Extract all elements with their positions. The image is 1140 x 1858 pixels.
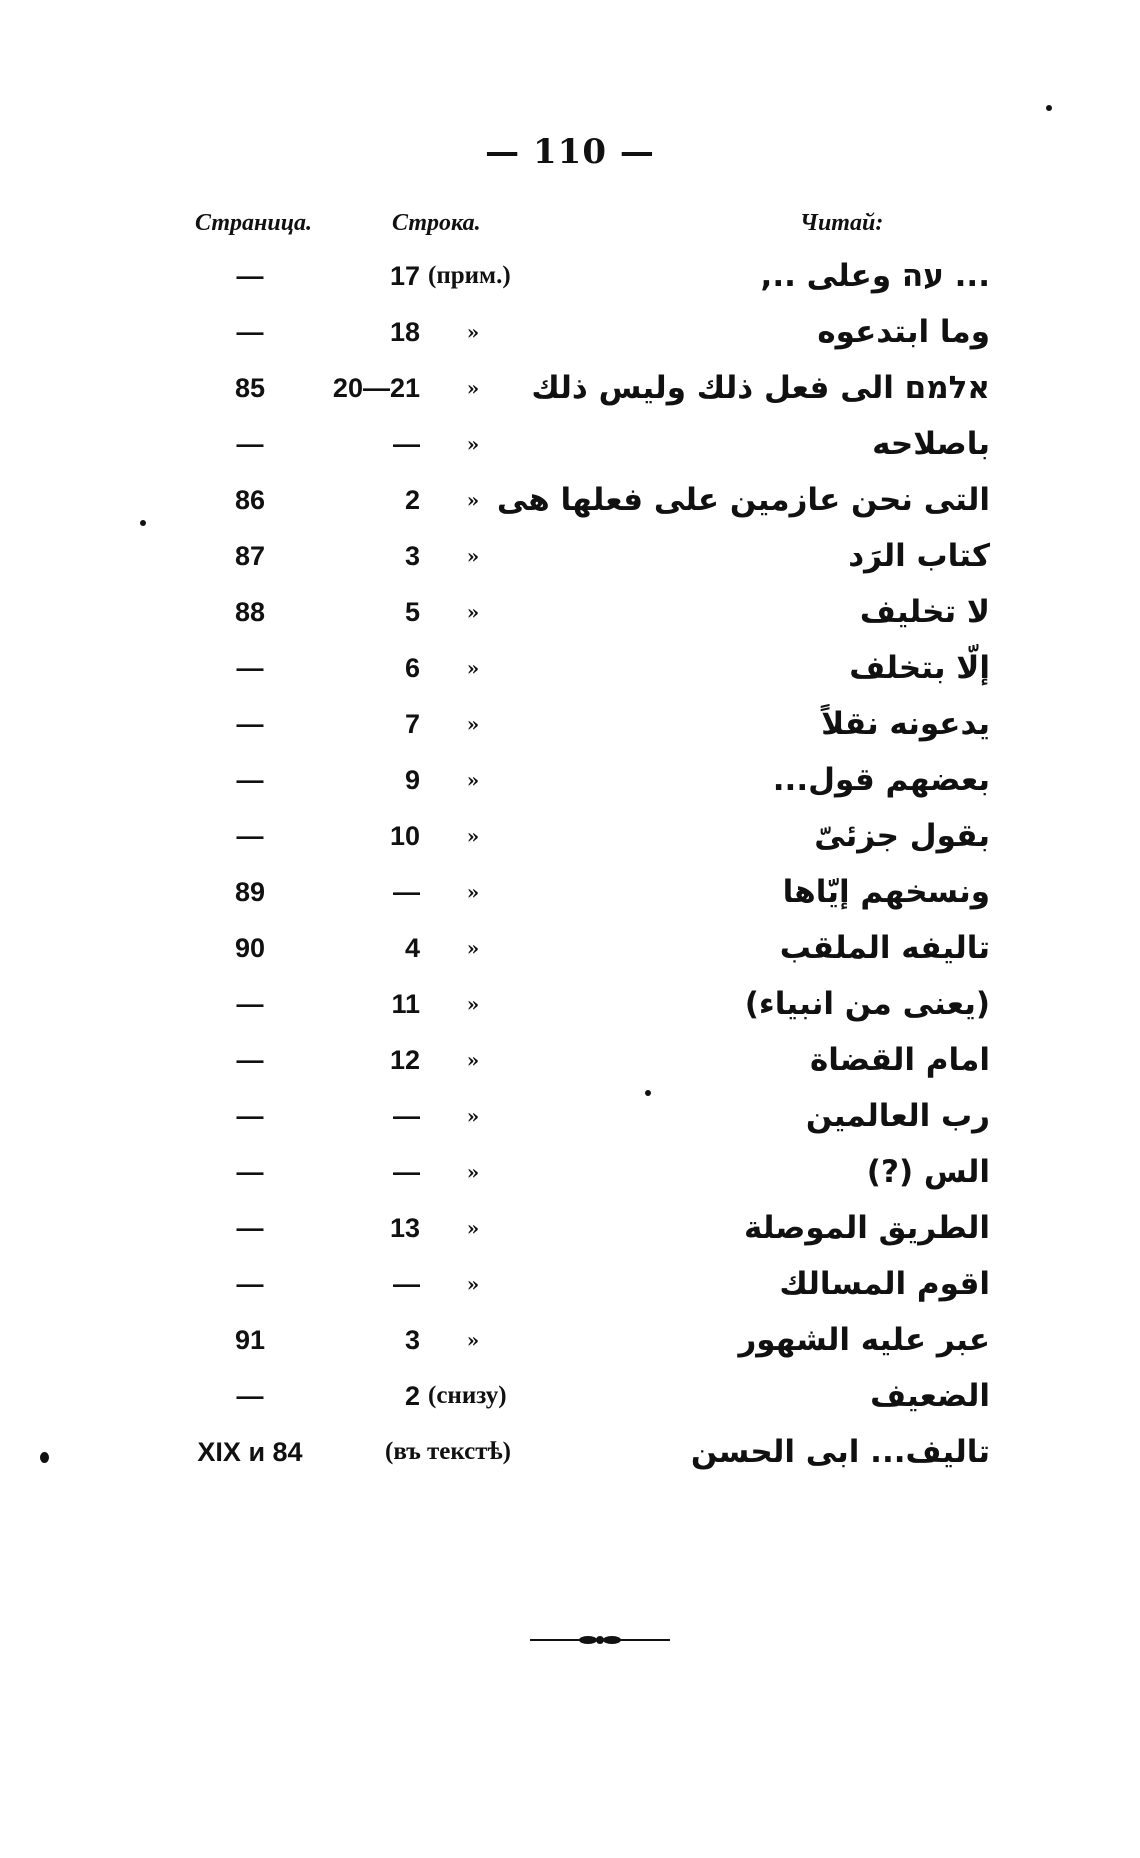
- line-cell: 2: [404, 1381, 420, 1411]
- correction-cell: باصلاحه: [872, 426, 990, 462]
- table-row: [0, 528, 1140, 584]
- ditto-mark: »: [466, 1104, 480, 1128]
- page-cell: —: [236, 821, 264, 851]
- ditto-mark: »: [466, 544, 480, 568]
- page-number: — 110 —: [485, 132, 655, 172]
- correction-cell: وما ابتدعوه: [817, 314, 990, 350]
- table-row: [0, 1368, 1140, 1424]
- ditto-mark: »: [466, 880, 480, 904]
- table-row: [0, 584, 1140, 640]
- ditto-mark: »: [466, 656, 480, 680]
- line-cell: 3: [404, 1325, 420, 1355]
- page-cell: 87: [234, 541, 266, 571]
- correction-cell: امام القضاة: [809, 1042, 990, 1078]
- table-row: [0, 1088, 1140, 1144]
- correction-cell: عبر عليه الشهور: [738, 1322, 990, 1358]
- page-cell: —: [236, 989, 264, 1019]
- line-cell: 6: [404, 653, 420, 683]
- ditto-mark: »: [466, 992, 480, 1016]
- table-row: [0, 1144, 1140, 1200]
- table-row: [0, 472, 1140, 528]
- correction-cell: تاليفه الملقب: [779, 930, 990, 966]
- page-cell: —: [236, 765, 264, 795]
- page-cell: —: [236, 1045, 264, 1075]
- table-row: [0, 1424, 1140, 1480]
- line-cell: 5: [404, 597, 420, 627]
- table-row: [0, 752, 1140, 808]
- column-header-read: Читай:: [800, 210, 884, 236]
- page-cell: —: [236, 653, 264, 683]
- correction-cell: بعضهم قول...: [772, 762, 990, 798]
- line-cell: 4: [404, 933, 420, 963]
- ink-speck: [140, 520, 146, 526]
- table-row: [0, 920, 1140, 976]
- page-cell: —: [236, 1381, 264, 1411]
- ink-speck: [1046, 105, 1052, 111]
- line-cell: 12: [389, 1045, 420, 1075]
- correction-cell: لا تخليف: [859, 594, 990, 630]
- correction-cell: التى نحن عازمين على فعلها هى: [496, 482, 990, 518]
- correction-cell: تاليف... ابى الحسن: [690, 1434, 990, 1470]
- table-row: [0, 360, 1140, 416]
- column-header-line: Строка.: [392, 210, 481, 236]
- line-cell: —: [393, 1269, 420, 1299]
- ditto-mark: »: [466, 824, 480, 848]
- page-cell: 88: [234, 597, 266, 627]
- correction-cell: الضعيف: [870, 1378, 990, 1414]
- ink-speck: [645, 1090, 651, 1096]
- page-cell: 86: [234, 485, 266, 515]
- ditto-mark: »: [466, 1328, 480, 1352]
- line-cell: —: [393, 1101, 420, 1131]
- line-cell: 13: [389, 1213, 420, 1243]
- correction-cell: إلّا بتخلف: [849, 650, 990, 686]
- page-cell: 85: [234, 373, 266, 403]
- page-cell: —: [236, 709, 264, 739]
- ditto-mark: »: [466, 936, 480, 960]
- line-cell: 2: [404, 485, 420, 515]
- page-cell: 89: [234, 877, 266, 907]
- correction-cell: الس (?): [866, 1154, 990, 1190]
- correction-cell: بقول جزئىّ: [814, 818, 990, 854]
- column-header-page: Страница.: [195, 210, 313, 236]
- table-row: [0, 808, 1140, 864]
- line-note: (прим.): [428, 262, 511, 289]
- line-cell: 11: [391, 989, 420, 1019]
- line-cell: 17: [389, 261, 420, 291]
- line-cell: 7: [404, 709, 420, 739]
- table-row: [0, 696, 1140, 752]
- table-row: [0, 416, 1140, 472]
- ditto-mark: »: [466, 712, 480, 736]
- table-row: [0, 248, 1140, 304]
- correction-cell: ونسخهم إيّاها: [782, 874, 990, 910]
- table-row: [0, 640, 1140, 696]
- page-cell: —: [236, 1213, 264, 1243]
- correction-cell: אלמם الى فعل ذلك وليس ذلك: [531, 370, 990, 406]
- line-cell: 18: [389, 317, 420, 347]
- table-row: [0, 1032, 1140, 1088]
- ditto-mark: »: [466, 1272, 480, 1296]
- page-cell: 91: [234, 1325, 266, 1355]
- ornament-rule: [530, 1632, 670, 1648]
- correction-cell: رب العالمين: [805, 1098, 990, 1134]
- correction-cell: ... עה وعلى ..,: [760, 258, 990, 294]
- ditto-mark: »: [466, 1048, 480, 1072]
- table-row: [0, 304, 1140, 360]
- line-cell: 9: [404, 765, 420, 795]
- ditto-mark: »: [466, 376, 480, 400]
- correction-cell: (يعنى من انبياء): [744, 986, 990, 1022]
- page-cell: XIX и 84: [197, 1437, 303, 1467]
- table-row: [0, 1312, 1140, 1368]
- correction-cell: الطريق الموصلة: [743, 1210, 990, 1246]
- ditto-mark: »: [466, 488, 480, 512]
- errata-table: [0, 248, 1140, 1480]
- table-row: [0, 864, 1140, 920]
- line-cell: —: [393, 1157, 420, 1187]
- page-cell: —: [236, 1269, 264, 1299]
- table-row: [0, 1200, 1140, 1256]
- correction-cell: يدعونه نقلاً: [821, 706, 990, 742]
- table-row: [0, 976, 1140, 1032]
- line-note: (снизу): [428, 1382, 507, 1409]
- ditto-mark: »: [466, 1216, 480, 1240]
- line-cell: 10: [389, 821, 420, 851]
- page-cell: —: [236, 317, 264, 347]
- page-cell: —: [236, 261, 264, 291]
- correction-cell: اقوم المسالك: [779, 1266, 990, 1302]
- ink-speck: [40, 1452, 49, 1463]
- page-cell: —: [236, 1101, 264, 1131]
- line-note: (въ текстѣ): [385, 1438, 511, 1465]
- ditto-mark: »: [466, 600, 480, 624]
- page-cell: —: [236, 1157, 264, 1187]
- page-cell: 90: [234, 933, 266, 963]
- ditto-mark: »: [466, 320, 480, 344]
- ditto-mark: »: [466, 1160, 480, 1184]
- correction-cell: كتاب الرَد: [848, 538, 990, 574]
- table-row: [0, 1256, 1140, 1312]
- ditto-mark: »: [466, 432, 480, 456]
- page-cell: —: [236, 429, 264, 459]
- line-cell: 20—21: [332, 373, 420, 403]
- line-cell: —: [393, 429, 420, 459]
- ditto-mark: »: [466, 768, 480, 792]
- line-cell: —: [393, 877, 420, 907]
- line-cell: 3: [404, 541, 420, 571]
